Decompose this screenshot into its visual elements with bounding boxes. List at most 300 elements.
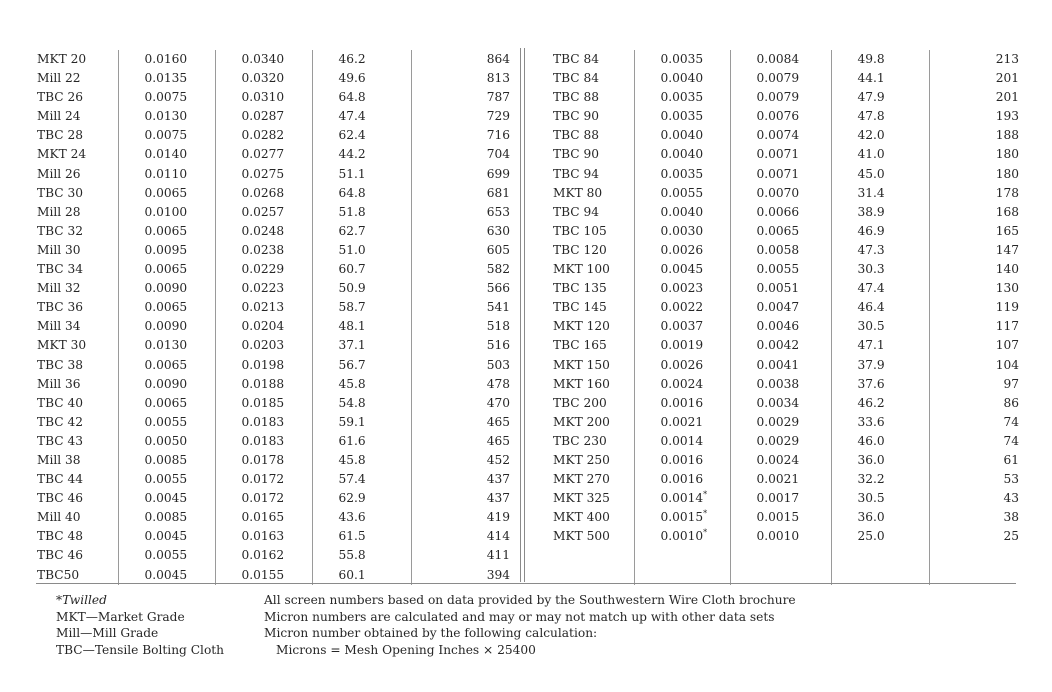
mesh-size-cell: TBC 34: [37, 262, 84, 277]
wire-diameter-cell: 0.0135: [118, 69, 215, 88]
table-row: [36, 145, 518, 164]
opening-inches-cell: 0.0185: [215, 394, 312, 413]
opening-inches-cell: 0.0287: [215, 107, 312, 126]
open-area-cell: 50.9: [312, 279, 411, 298]
wire-diameter-cell: [634, 546, 730, 565]
open-area-cell: 37.9: [831, 356, 929, 375]
mesh-size-cell: Mill 36: [37, 376, 81, 391]
wire-diameter-cell: 0.0065: [118, 356, 215, 375]
wire-diameter-cell: 0.0030: [634, 222, 730, 241]
table-row: [36, 69, 518, 88]
table-row: [36, 527, 518, 546]
table-row: [36, 241, 518, 260]
twilled-marker: *: [703, 490, 708, 500]
microns-cell: 61: [929, 451, 1027, 470]
open-area-cell: 46.2: [312, 50, 411, 69]
open-area-cell: 30.5: [831, 489, 929, 508]
table-row: [36, 546, 518, 565]
mesh-size-cell: TBC50: [37, 567, 80, 582]
open-area-cell: 49.6: [312, 69, 411, 88]
mesh-size-cell: MKT 30: [37, 338, 87, 353]
mesh-size-cell: TBC 43: [37, 433, 84, 448]
table-row: [36, 566, 518, 585]
opening-inches-cell: 0.0203: [215, 336, 312, 355]
mesh-size-cell: Mill 34: [37, 319, 81, 334]
microns-cell: 213: [929, 50, 1027, 69]
open-area-cell: 45.0: [831, 165, 929, 184]
opening-inches-cell: 0.0029: [730, 413, 831, 432]
microns-cell: 394: [411, 566, 518, 585]
table-row: [552, 432, 1027, 451]
table-row: [552, 451, 1027, 470]
table-row: [552, 88, 1027, 107]
table-row: [36, 413, 518, 432]
microns-cell: 180: [929, 145, 1027, 164]
microns-cell: 411: [411, 546, 518, 565]
table-row: [552, 165, 1027, 184]
opening-inches-cell: 0.0017: [730, 489, 831, 508]
table-row: [552, 546, 1027, 565]
table-row: [552, 184, 1027, 203]
table-row: [36, 375, 518, 394]
wire-diameter-cell: 0.0085: [118, 451, 215, 470]
table-row: [36, 184, 518, 203]
opening-inches-cell: 0.0015: [730, 508, 831, 527]
microns-cell: 107: [929, 336, 1027, 355]
microns-cell: 582: [411, 260, 518, 279]
footnote-tbc: TBC—Tensile Bolting Cloth: [56, 642, 225, 657]
table-row: [552, 50, 1027, 69]
microns-cell: 97: [929, 375, 1027, 394]
opening-inches-cell: 0.0340: [215, 50, 312, 69]
wire-diameter-cell: [634, 566, 730, 585]
table-divider: [524, 48, 525, 582]
mesh-size-cell: TBC 32: [37, 223, 84, 238]
open-area-cell: 61.6: [312, 432, 411, 451]
open-area-cell: 47.4: [312, 107, 411, 126]
open-area-cell: [831, 566, 929, 585]
open-area-cell: 47.9: [831, 88, 929, 107]
microns-cell: 465: [411, 432, 518, 451]
mesh-size-cell: TBC 90: [553, 109, 600, 124]
mesh-size-cell: MKT 120: [553, 319, 610, 334]
mesh-size-cell: TBC 135: [553, 281, 607, 296]
wire-diameter-cell: 0.0130: [118, 107, 215, 126]
open-area-cell: 51.0: [312, 241, 411, 260]
microns-cell: 119: [929, 298, 1027, 317]
wire-diameter-cell: 0.0026: [634, 356, 730, 375]
table-row: [36, 432, 518, 451]
microns-cell: 729: [411, 107, 518, 126]
microns-cell: 813: [411, 69, 518, 88]
opening-inches-cell: 0.0058: [730, 241, 831, 260]
opening-inches-cell: 0.0034: [730, 394, 831, 413]
table-row: [36, 107, 518, 126]
microns-cell: 437: [411, 470, 518, 489]
table-row: [552, 69, 1027, 88]
mesh-size-cell: TBC 230: [553, 433, 607, 448]
microns-cell: 518: [411, 317, 518, 336]
wire-diameter-cell: 0.0037: [634, 317, 730, 336]
table-row: [36, 317, 518, 336]
opening-inches-cell: 0.0238: [215, 241, 312, 260]
wire-diameter-cell: 0.0022: [634, 298, 730, 317]
mesh-size-cell: TBC 165: [553, 338, 607, 353]
open-area-cell: 64.8: [312, 88, 411, 107]
open-area-cell: 37.6: [831, 375, 929, 394]
open-area-cell: 33.6: [831, 413, 929, 432]
open-area-cell: 47.8: [831, 107, 929, 126]
open-area-cell: 64.8: [312, 184, 411, 203]
table-row: [36, 203, 518, 222]
mesh-size-cell: Mill 30: [37, 242, 81, 257]
footnote-mill: Mill—Mill Grade: [56, 626, 159, 640]
mesh-size-cell: TBC 42: [37, 414, 84, 429]
open-area-cell: 62.7: [312, 222, 411, 241]
microns-cell: 201: [929, 88, 1027, 107]
microns-cell: 193: [929, 107, 1027, 126]
microns-cell: 681: [411, 184, 518, 203]
mesh-size-cell: TBC 40: [37, 395, 84, 410]
microns-cell: 74: [929, 432, 1027, 451]
microns-cell: 168: [929, 203, 1027, 222]
microns-cell: 25: [929, 527, 1027, 546]
wire-diameter-cell: 0.0024: [634, 375, 730, 394]
note-source: All screen numbers based on data provided by the Southwestern Wire Cloth brochure: [264, 593, 796, 607]
mesh-size-cell: TBC 46: [37, 548, 84, 563]
microns-cell: 419: [411, 508, 518, 527]
open-area-cell: 44.1: [831, 69, 929, 88]
mesh-table-right: [552, 50, 1027, 585]
table-row: [36, 508, 518, 527]
opening-inches-cell: 0.0024: [730, 451, 831, 470]
opening-inches-cell: 0.0071: [730, 145, 831, 164]
wire-diameter-cell: 0.0014*: [634, 489, 730, 508]
opening-inches-cell: 0.0076: [730, 107, 831, 126]
mesh-size-cell: Mill 38: [37, 452, 81, 467]
mesh-size-cell: TBC 120: [553, 242, 607, 257]
opening-inches-cell: 0.0320: [215, 69, 312, 88]
wire-diameter-cell: 0.0090: [118, 375, 215, 394]
opening-inches-cell: 0.0282: [215, 126, 312, 145]
open-area-cell: 62.9: [312, 489, 411, 508]
table-row: [36, 88, 518, 107]
open-area-cell: 46.2: [831, 394, 929, 413]
open-area-cell: 38.9: [831, 203, 929, 222]
opening-inches-cell: 0.0248: [215, 222, 312, 241]
table-row: [552, 470, 1027, 489]
opening-inches-cell: 0.0071: [730, 165, 831, 184]
open-area-cell: 46.0: [831, 432, 929, 451]
wire-diameter-cell: 0.0035: [634, 107, 730, 126]
wire-diameter-cell: 0.0055: [118, 413, 215, 432]
mesh-size-cell: MKT 80: [553, 185, 603, 200]
wire-diameter-cell: 0.0065: [118, 298, 215, 317]
footnote-twilled: *Twilled: [56, 593, 107, 607]
table-row: [552, 203, 1027, 222]
mesh-size-cell: TBC 105: [553, 223, 607, 238]
microns-cell: 53: [929, 470, 1027, 489]
wire-diameter-cell: 0.0010*: [634, 527, 730, 546]
mesh-size-cell: TBC 88: [553, 90, 600, 105]
opening-inches-cell: 0.0074: [730, 126, 831, 145]
microns-cell: 180: [929, 165, 1027, 184]
open-area-cell: 51.1: [312, 165, 411, 184]
opening-inches-cell: 0.0047: [730, 298, 831, 317]
mesh-size-cell: MKT 20: [37, 52, 87, 66]
microns-cell: 86: [929, 394, 1027, 413]
table-row: [552, 222, 1027, 241]
mesh-size-cell: MKT 24: [37, 147, 87, 162]
opening-inches-cell: 0.0268: [215, 184, 312, 203]
wire-diameter-cell: 0.0021: [634, 413, 730, 432]
microns-cell: 566: [411, 279, 518, 298]
table-row: [552, 508, 1027, 527]
wire-diameter-cell: 0.0035: [634, 50, 730, 69]
opening-inches-cell: 0.0042: [730, 336, 831, 355]
open-area-cell: 54.8: [312, 394, 411, 413]
opening-inches-cell: [730, 546, 831, 565]
opening-inches-cell: 0.0029: [730, 432, 831, 451]
footnotes-legend: [56, 592, 224, 658]
mesh-size-cell: TBC 84: [553, 71, 600, 86]
mesh-size-cell: Mill 24: [37, 109, 81, 124]
opening-inches-cell: [730, 566, 831, 585]
open-area-cell: 59.1: [312, 413, 411, 432]
wire-diameter-cell: 0.0045: [118, 489, 215, 508]
wire-diameter-cell: 0.0085: [118, 508, 215, 527]
opening-inches-cell: 0.0079: [730, 69, 831, 88]
opening-inches-cell: 0.0070: [730, 184, 831, 203]
mesh-size-cell: MKT 270: [553, 472, 610, 487]
table-row: [552, 356, 1027, 375]
microns-cell: 117: [929, 317, 1027, 336]
wire-diameter-cell: 0.0023: [634, 279, 730, 298]
microns-cell: 178: [929, 184, 1027, 203]
opening-inches-cell: 0.0055: [730, 260, 831, 279]
open-area-cell: 62.4: [312, 126, 411, 145]
microns-cell: 437: [411, 489, 518, 508]
microns-cell: 201: [929, 69, 1027, 88]
mesh-size-cell: TBC 28: [37, 128, 84, 143]
wire-diameter-cell: 0.0055: [118, 470, 215, 489]
opening-inches-cell: 0.0223: [215, 279, 312, 298]
open-area-cell: 51.8: [312, 203, 411, 222]
open-area-cell: 61.5: [312, 527, 411, 546]
wire-diameter-cell: 0.0045: [118, 566, 215, 585]
opening-inches-cell: 0.0079: [730, 88, 831, 107]
mesh-size-cell: Mill 22: [37, 71, 81, 86]
opening-inches-cell: 0.0178: [215, 451, 312, 470]
open-area-cell: 36.0: [831, 508, 929, 527]
microns-cell: 605: [411, 241, 518, 260]
table-row: [552, 126, 1027, 145]
wire-diameter-cell: 0.0040: [634, 203, 730, 222]
microns-cell: 516: [411, 336, 518, 355]
opening-inches-cell: 0.0051: [730, 279, 831, 298]
mesh-size-cell: [552, 546, 634, 565]
microns-cell: 38: [929, 508, 1027, 527]
open-area-cell: 42.0: [831, 126, 929, 145]
microns-cell: 130: [929, 279, 1027, 298]
opening-inches-cell: 0.0183: [215, 432, 312, 451]
microns-cell: 503: [411, 356, 518, 375]
wire-diameter-cell: 0.0055: [634, 184, 730, 203]
open-area-cell: 48.1: [312, 317, 411, 336]
open-area-cell: 60.7: [312, 260, 411, 279]
open-area-cell: 37.1: [312, 336, 411, 355]
open-area-cell: 58.7: [312, 298, 411, 317]
opening-inches-cell: 0.0066: [730, 203, 831, 222]
wire-diameter-cell: 0.0040: [634, 69, 730, 88]
table-row: [36, 336, 518, 355]
open-area-cell: 32.2: [831, 470, 929, 489]
open-area-cell: 46.4: [831, 298, 929, 317]
opening-inches-cell: 0.0084: [730, 50, 831, 69]
microns-cell: 140: [929, 260, 1027, 279]
mesh-size-cell: Mill 40: [37, 510, 81, 525]
microns-cell: 787: [411, 88, 518, 107]
open-area-cell: 30.3: [831, 260, 929, 279]
microns-cell: 699: [411, 165, 518, 184]
wire-diameter-cell: 0.0045: [634, 260, 730, 279]
wire-diameter-cell: 0.0075: [118, 88, 215, 107]
twilled-marker: *: [703, 509, 708, 519]
opening-inches-cell: 0.0188: [215, 375, 312, 394]
mesh-size-cell: TBC 94: [553, 204, 600, 219]
footnotes-notes: [264, 592, 796, 658]
open-area-cell: 36.0: [831, 451, 929, 470]
mesh-size-cell: MKT 250: [553, 452, 610, 467]
wire-diameter-cell: 0.0015*: [634, 508, 730, 527]
wire-diameter-cell: 0.0100: [118, 203, 215, 222]
wire-diameter-cell: 0.0035: [634, 165, 730, 184]
open-area-cell: 47.1: [831, 336, 929, 355]
open-area-cell: 44.2: [312, 145, 411, 164]
opening-inches-cell: 0.0038: [730, 375, 831, 394]
table-row: [552, 317, 1027, 336]
open-area-cell: 45.8: [312, 451, 411, 470]
mesh-size-cell: TBC 38: [37, 357, 84, 372]
mesh-size-cell: TBC 36: [37, 300, 84, 315]
opening-inches-cell: 0.0204: [215, 317, 312, 336]
opening-inches-cell: 0.0155: [215, 566, 312, 585]
mesh-size-cell: TBC 26: [37, 90, 84, 105]
mesh-size-cell: TBC 30: [37, 185, 84, 200]
open-area-cell: 47.3: [831, 241, 929, 260]
opening-inches-cell: 0.0310: [215, 88, 312, 107]
mesh-size-cell: MKT 160: [553, 376, 610, 391]
table-divider: [520, 48, 521, 582]
opening-inches-cell: 0.0172: [215, 489, 312, 508]
wire-diameter-cell: 0.0065: [118, 222, 215, 241]
opening-inches-cell: 0.0041: [730, 356, 831, 375]
microns-cell: 653: [411, 203, 518, 222]
opening-inches-cell: 0.0046: [730, 317, 831, 336]
open-area-cell: 43.6: [312, 508, 411, 527]
microns-cell: 541: [411, 298, 518, 317]
wire-diameter-cell: 0.0040: [634, 126, 730, 145]
mesh-size-cell: MKT 150: [553, 357, 610, 372]
microns-cell: 465: [411, 413, 518, 432]
table-row: [36, 165, 518, 184]
open-area-cell: [831, 546, 929, 565]
open-area-cell: 30.5: [831, 317, 929, 336]
wire-diameter-cell: 0.0075: [118, 126, 215, 145]
wire-diameter-cell: 0.0065: [118, 260, 215, 279]
mesh-size-cell: TBC 200: [553, 395, 607, 410]
wire-diameter-cell: 0.0016: [634, 451, 730, 470]
mesh-size-cell: MKT 200: [553, 414, 610, 429]
table-row: [36, 126, 518, 145]
opening-inches-cell: 0.0162: [215, 546, 312, 565]
mesh-size-cell: Mill 26: [37, 166, 81, 181]
mesh-size-cell: MKT 325: [553, 491, 610, 506]
opening-inches-cell: 0.0010: [730, 527, 831, 546]
table-row: [36, 279, 518, 298]
microns-cell: 43: [929, 489, 1027, 508]
mesh-table-left: [36, 50, 518, 585]
table-row: [552, 279, 1027, 298]
wire-diameter-cell: 0.0016: [634, 394, 730, 413]
wire-diameter-cell: 0.0019: [634, 336, 730, 355]
mesh-size-cell: TBC 84: [553, 52, 600, 66]
opening-inches-cell: 0.0198: [215, 356, 312, 375]
open-area-cell: 55.8: [312, 546, 411, 565]
table-row: [552, 527, 1027, 546]
open-area-cell: 31.4: [831, 184, 929, 203]
wire-diameter-cell: 0.0140: [118, 145, 215, 164]
table-row: [552, 566, 1027, 585]
open-area-cell: 25.0: [831, 527, 929, 546]
table-row: [36, 470, 518, 489]
mesh-size-cell: MKT 400: [553, 510, 610, 525]
microns-cell: 478: [411, 375, 518, 394]
wire-diameter-cell: 0.0095: [118, 241, 215, 260]
open-area-cell: 47.4: [831, 279, 929, 298]
table-row: [552, 241, 1027, 260]
wire-diameter-cell: 0.0050: [118, 432, 215, 451]
table-row: [552, 375, 1027, 394]
table-row: [552, 145, 1027, 164]
table-row: [552, 298, 1027, 317]
table-row: [36, 298, 518, 317]
opening-inches-cell: 0.0172: [215, 470, 312, 489]
note-formula: Microns = Mesh Opening Inches × 25400: [276, 642, 536, 657]
wire-diameter-cell: 0.0055: [118, 546, 215, 565]
microns-cell: 147: [929, 241, 1027, 260]
wire-diameter-cell: 0.0110: [118, 165, 215, 184]
open-area-cell: 57.4: [312, 470, 411, 489]
wire-diameter-cell: 0.0065: [118, 184, 215, 203]
note-calculation: Micron number obtained by the following calculation:: [264, 626, 598, 640]
open-area-cell: 45.8: [312, 375, 411, 394]
wire-diameter-cell: 0.0026: [634, 241, 730, 260]
opening-inches-cell: 0.0165: [215, 508, 312, 527]
opening-inches-cell: 0.0021: [730, 470, 831, 489]
wire-diameter-cell: 0.0016: [634, 470, 730, 489]
open-area-cell: 46.9: [831, 222, 929, 241]
note-micron-disclaimer: Micron numbers are calculated and may or may not match up with other data sets: [264, 609, 775, 624]
wire-diameter-cell: 0.0065: [118, 394, 215, 413]
table-row: [36, 451, 518, 470]
table-row: [552, 413, 1027, 432]
opening-inches-cell: 0.0213: [215, 298, 312, 317]
mesh-size-cell: [552, 566, 634, 585]
wire-diameter-cell: 0.0014: [634, 432, 730, 451]
wire-diameter-cell: 0.0130: [118, 336, 215, 355]
opening-inches-cell: 0.0275: [215, 165, 312, 184]
